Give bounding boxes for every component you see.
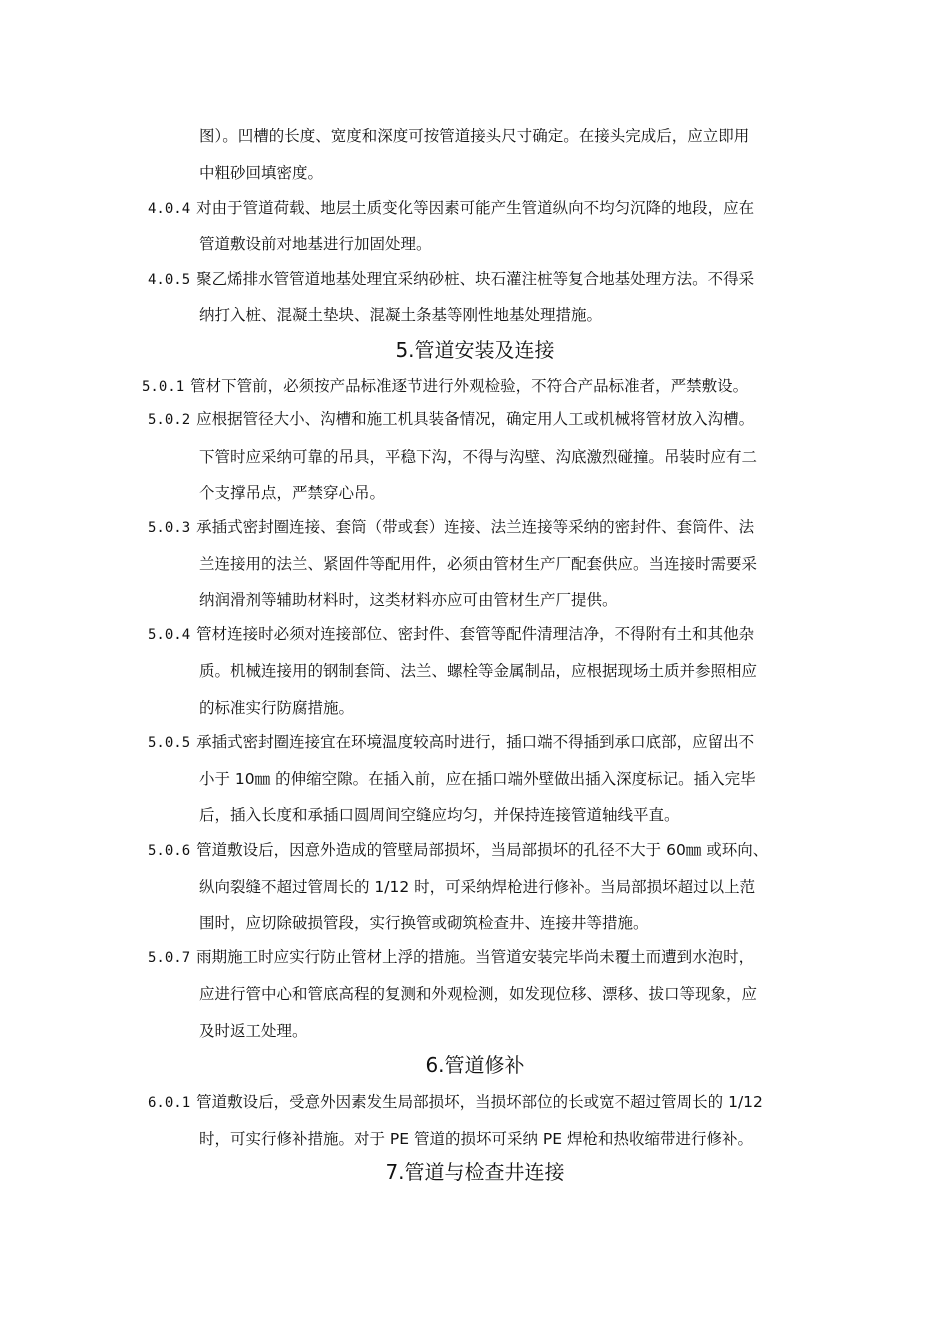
clause-6-0-1 — [148, 1092, 763, 1113]
clause-text: 应根据管径大小、沟槽和施工机具装备情况，确定用人工或机械将管材放入沟槽。 — [196, 410, 755, 428]
clause-4-0-5 — [148, 269, 754, 290]
clause-number: 5.0.3 — [148, 520, 191, 536]
clause-4-0-4 — [148, 198, 754, 219]
clause-text: 对由于管道荷载、地层土质变化等因素可能产生管道纵向不均匀沉降的地段，应在 — [196, 199, 755, 217]
text-line: 质。机械连接用的钢制套筒、法兰、螺栓等金属制品，应根据现场土质并参照相应 — [199, 662, 758, 680]
clause-number: 5.0.7 — [148, 950, 191, 966]
clause-number: 4.0.4 — [148, 201, 191, 217]
text-line: 纳打入桩、混凝土垫块、混凝土条基等刚性地基处理措施。 — [199, 306, 603, 324]
text-line: 下管时应采纳可靠的吊具，平稳下沟，不得与沟壁、沟底激烈碰撞。吊装时应有二 — [199, 448, 758, 466]
text-line: 应进行管中心和管底高程的复测和外观检测，如发现位移、漂移、拔口等现象，应 — [199, 985, 758, 1003]
clause-number: 4.0.5 — [148, 272, 191, 288]
clause-text: 管材连接时必须对连接部位、密封件、套管等配件清理洁净，不得附有土和其他杂 — [196, 625, 755, 643]
clause-number: 5.0.6 — [148, 843, 191, 859]
clause-5-0-4 — [148, 624, 754, 645]
clause-text: 管材下管前，必须按产品标准逐节进行外观检验，不符合产品标准者，严禁敷设。 — [190, 377, 749, 395]
clause-5-0-3 — [148, 517, 754, 538]
clause-text: 管道敷设后，受意外因素发生局部损坏，当损坏部位的长或宽不超过管周长的 1/12 — [196, 1093, 763, 1111]
clause-number: 5.0.1 — [142, 379, 185, 395]
section-heading-5: 5.管道安装及连接 — [395, 338, 555, 362]
text-line: 后，插入长度和承插口圆周间空缝应均匀，并保持连接管道轴线平直。 — [199, 806, 680, 824]
text-line: 管道敷设前对地基进行加固处理。 — [199, 235, 432, 253]
text-line: 个支撑吊点，严禁穿心吊。 — [199, 484, 386, 502]
section-heading-6: 6.管道修补 — [425, 1053, 525, 1077]
text-line: 时，可实行修补措施。对于 PE 管道的损坏可采纳 PE 焊枪和热收缩带进行修补。 — [199, 1130, 753, 1148]
clause-text: 雨期施工时应实行防止管材上浮的措施。当管道安装完毕尚未覆土而遭到水泡时， — [196, 948, 755, 966]
clause-number: 6.0.1 — [148, 1095, 191, 1111]
clause-number: 5.0.4 — [148, 627, 191, 643]
clause-5-0-7 — [148, 947, 754, 968]
clause-text: 承插式密封圈连接、套筒（带或套）连接、法兰连接等采纳的密封件、套筒件、法 — [196, 518, 755, 536]
clause-number: 5.0.2 — [148, 412, 191, 428]
clause-5-0-2 — [148, 409, 754, 430]
text-line: 围时，应切除破损管段，实行换管或砌筑检查井、连接井等措施。 — [199, 914, 649, 932]
text-line: 纵向裂缝不超过管周长的 1/12 时，可采纳焊枪进行修补。当局部损坏超过以上范 — [199, 878, 756, 896]
text-line: 小于 10㎜ 的伸缩空隙。在插入前，应在插口端外壁做出插入深度标记。插入完毕 — [199, 770, 756, 788]
clause-text: 管道敷设后，因意外造成的管壁局部损坏，当局部损坏的孔径不大于 60㎜ 或环向、 — [196, 841, 769, 859]
text-line: 中粗砂回填密度。 — [199, 164, 324, 182]
clause-5-0-6 — [148, 840, 768, 861]
clause-text: 承插式密封圈连接宜在环境温度较高时进行，插口端不得插到承口底部，应留出不 — [196, 733, 755, 751]
text-line: 兰连接用的法兰、紧固件等配用件，必须由管材生产厂配套供应。当连接时需要采 — [199, 555, 758, 573]
clause-text: 聚乙烯排水管管道地基处理宜采纳砂桩、块石灌注桩等复合地基处理方法。不得采 — [196, 270, 755, 288]
text-line: 及时返工处理。 — [199, 1022, 308, 1040]
text-line: 纳润滑剂等辅助材料时，这类材料亦应可由管材生产厂提供。 — [199, 591, 618, 609]
text-line: 的标准实行防腐措施。 — [199, 699, 355, 717]
clause-number: 5.0.5 — [148, 735, 191, 751]
section-heading-7: 7.管道与检查井连接 — [385, 1160, 565, 1184]
clause-5-0-1 — [142, 376, 748, 397]
text-line: 图）。凹槽的长度、宽度和深度可按管道接头尺寸确定。在接头完成后，应立即用 — [199, 127, 750, 145]
clause-5-0-5 — [148, 732, 754, 753]
